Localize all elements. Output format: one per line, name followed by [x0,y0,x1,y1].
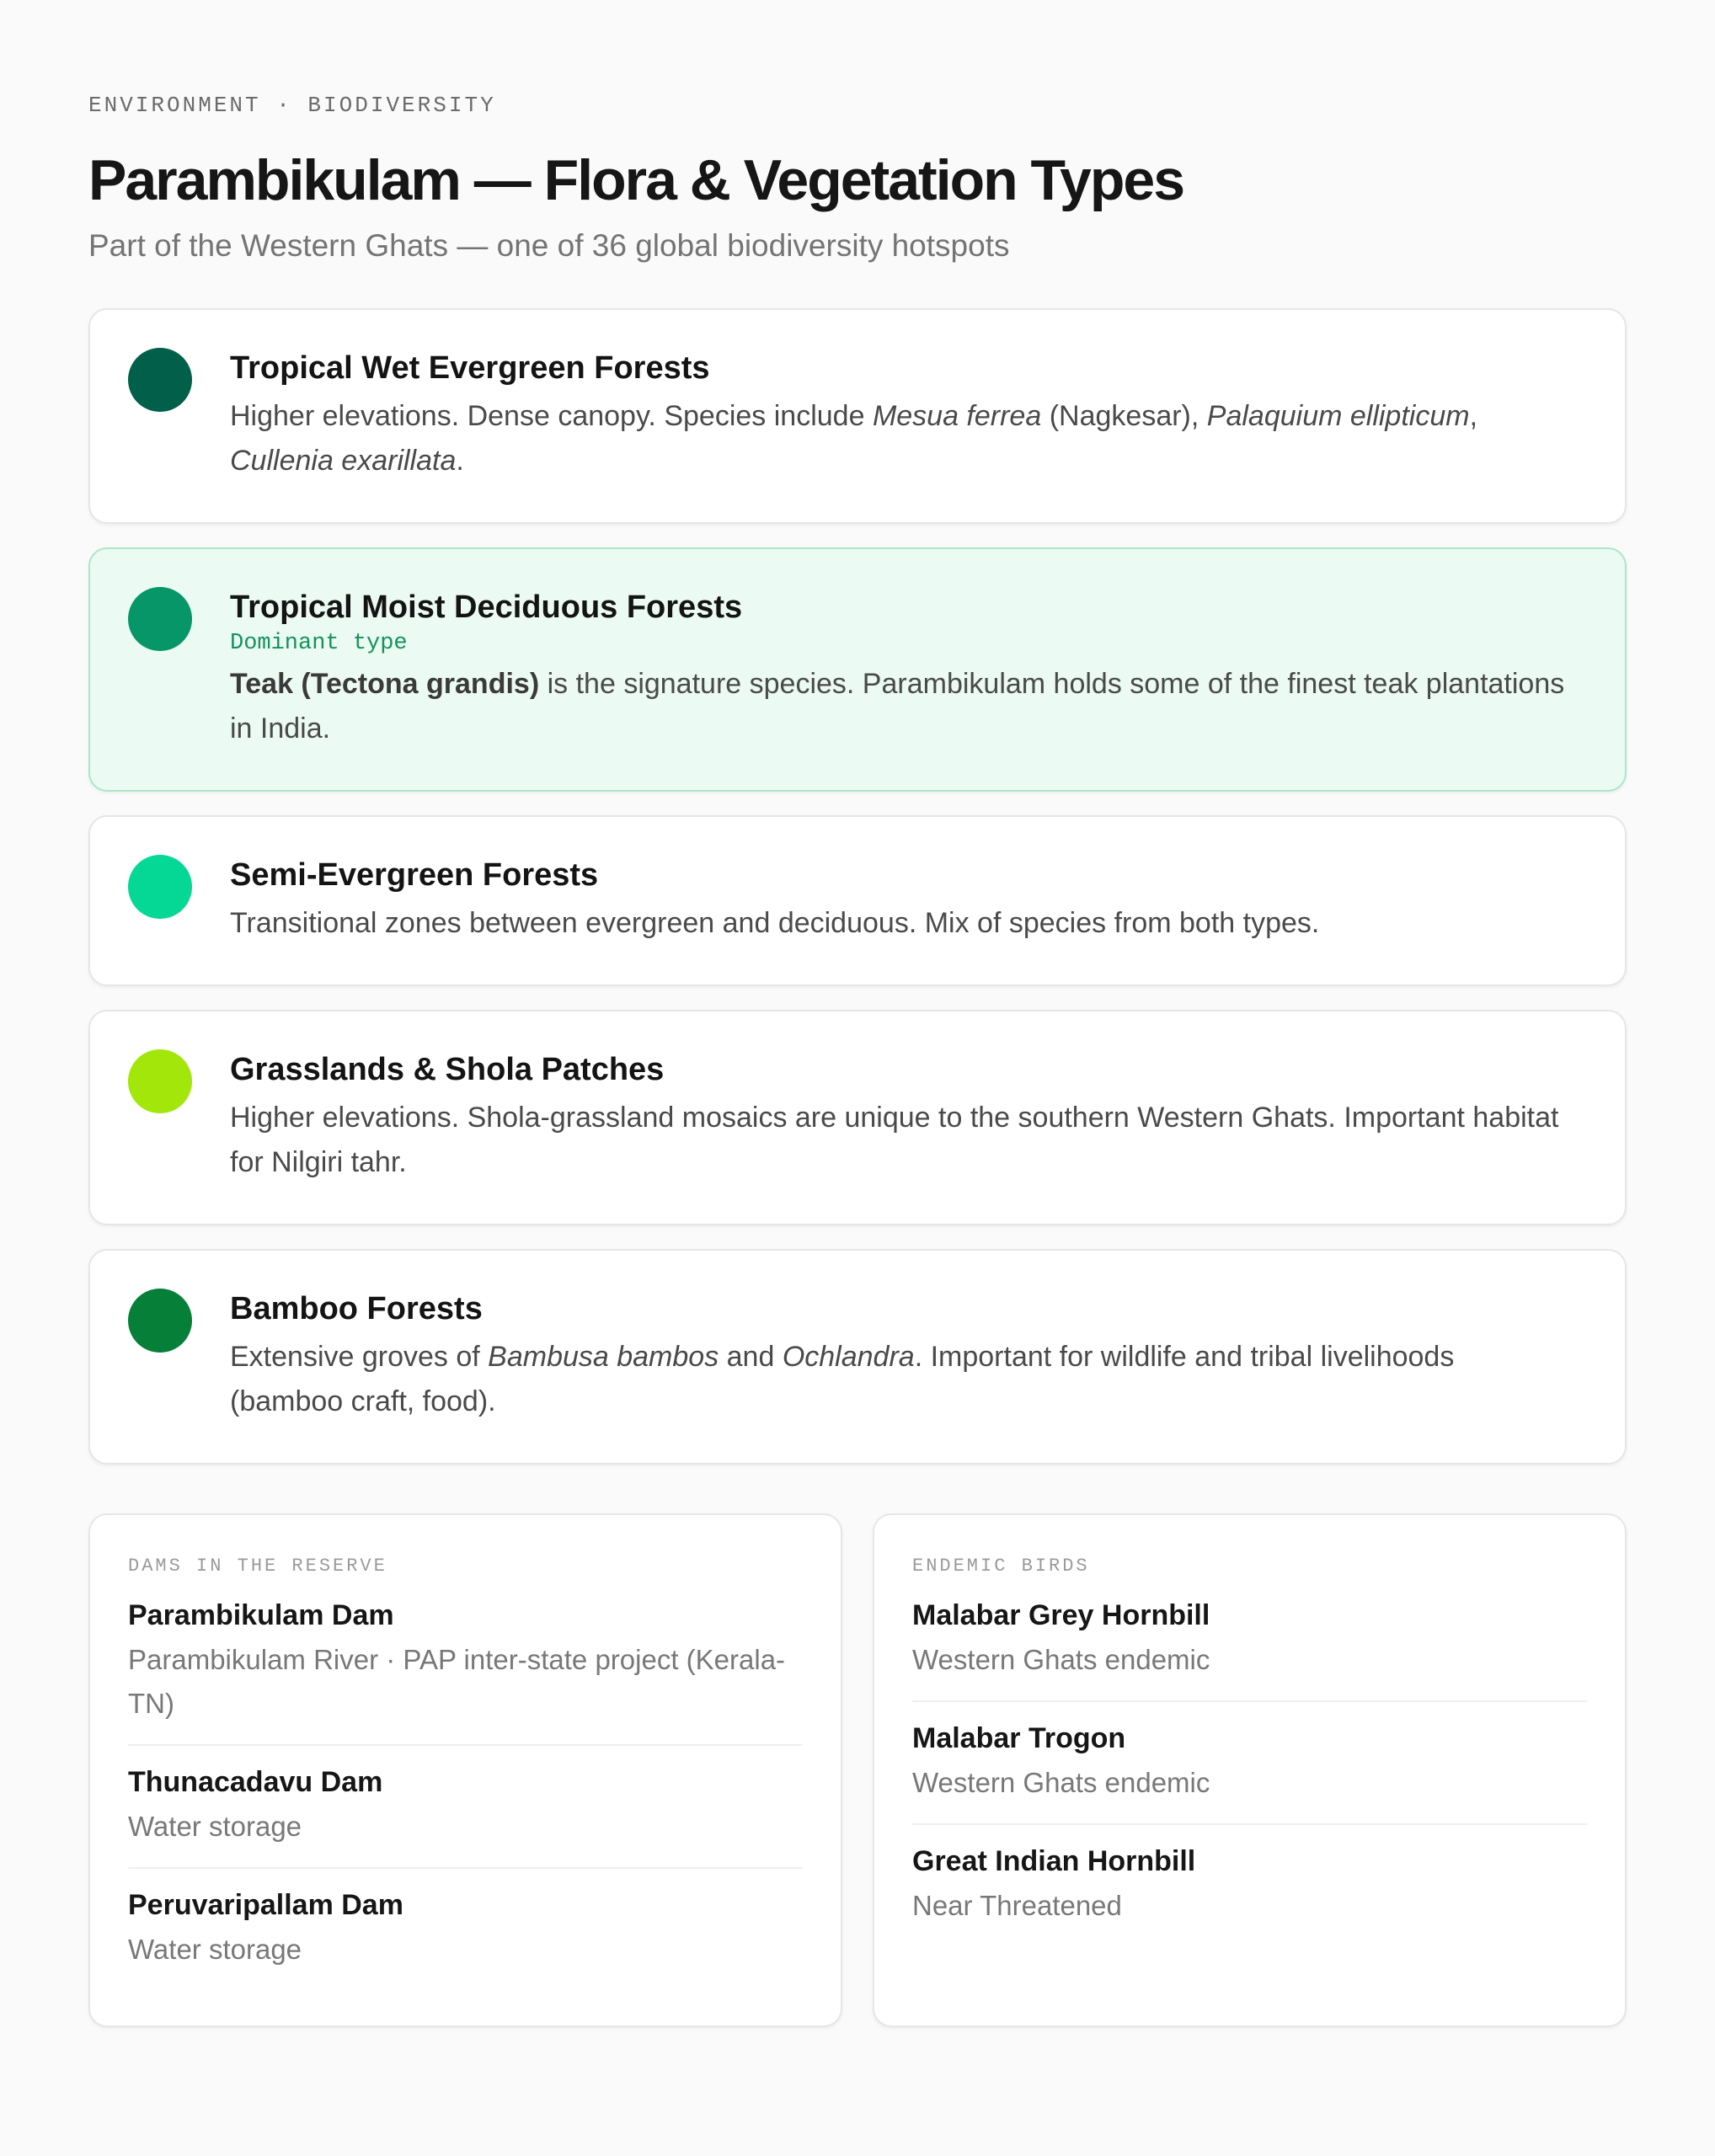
forest-name: Tropical Moist Deciduous Forests [230,590,743,625]
forest-card-bamboo [88,1249,1627,1465]
dam-item [128,1869,803,1990]
forest-name: Tropical Wet Evergreen Forests [230,350,710,386]
forest-color-dot [128,587,192,651]
forest-name: Semi-Evergreen Forests [230,857,599,893]
forest-color-dot [128,1289,192,1353]
forest-card-moist-deciduous [88,547,1627,792]
bird-item [912,1579,1587,1702]
forest-name: Grasslands & Shola Patches [230,1052,665,1087]
bird-status: Near Threatened [912,1890,1122,1921]
birds-label: ENDEMIC BIRDS [912,1556,1090,1577]
forest-description: Teak (Tectona grandis) is the signature species. Parambikulam holds some of the finest teak plantations in India. [230,668,1565,744]
dam-detail: Water storage [128,1811,302,1842]
forest-description: Higher elevations. Dense canopy. Species include Mesua ferrea (Nagkesar), Palaquium ellipticum, Cullenia exarillata. [230,400,1478,477]
dam-name: Parambikulam Dam [128,1599,394,1631]
dam-item [128,1579,803,1746]
dam-detail: Water storage [128,1934,302,1965]
forest-description: Transitional zones between evergreen and deciduous. Mix of species from both types. [230,907,1320,939]
bird-name: Malabar Trogon [912,1722,1126,1754]
dam-name: Peruvaripallam Dam [128,1889,403,1921]
bird-name: Malabar Grey Hornbill [912,1599,1210,1631]
dam-name: Thunacadavu Dam [128,1766,383,1798]
forest-description: Higher elevations. Shola-grassland mosaics are unique to the southern Western Ghats. Important habitat for Nilgiri tahr. [230,1102,1559,1178]
bird-item [912,1702,1587,1825]
forest-name: Bamboo Forests [230,1291,483,1326]
bird-status: Western Ghats endemic [912,1767,1210,1798]
dam-detail: Parambikulam River · PAP inter-state project (Kerala-TN) [128,1644,786,1719]
forest-color-dot [128,348,192,412]
info-panels [88,1513,1627,2027]
page-subtitle: Part of the Western Ghats — one of 36 global biodiversity hotspots [88,228,1010,263]
dams-label: DAMS IN THE RESERVE [128,1556,387,1577]
forest-card-grasslands-shola [88,1010,1627,1225]
forest-description: Extensive groves of Bambusa bambos and Ochlandra. Important for wildlife and tribal livelihoods (bamboo craft, food). [230,1341,1455,1417]
forest-card-wet-evergreen [88,308,1627,524]
section-eyebrow: ENVIRONMENT · BIODIVERSITY [88,93,496,118]
forest-color-dot [128,1049,192,1113]
page-title: Parambikulam — Flora & Vegetation Types [88,148,1184,212]
bird-name: Great Indian Hornbill [912,1845,1196,1877]
dominant-type-badge: Dominant type [230,631,408,656]
dam-item [128,1746,803,1869]
birds-card [873,1513,1627,2027]
forest-color-dot [128,855,192,919]
forest-card-semi-evergreen [88,815,1627,986]
dams-card [88,1513,842,2027]
forest-type-list [88,308,1627,1465]
bird-status: Western Ghats endemic [912,1644,1210,1675]
bird-item [912,1825,1587,1946]
